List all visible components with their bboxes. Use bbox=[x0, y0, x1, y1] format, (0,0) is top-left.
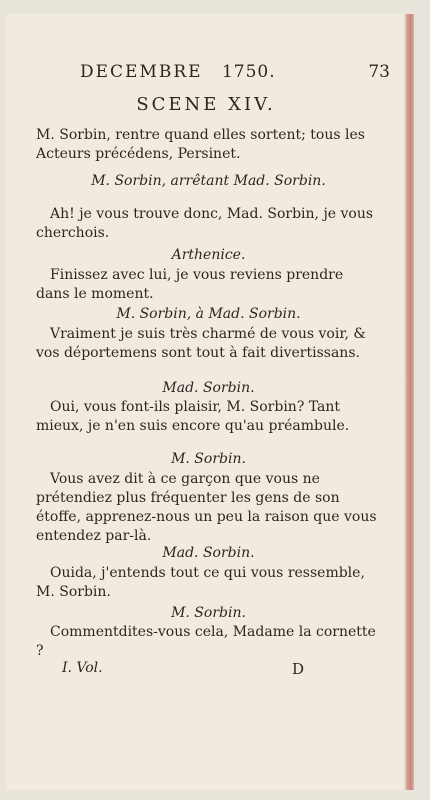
scene-title: SCENE XIV. bbox=[136, 94, 276, 115]
speaker-label: Arthenice. bbox=[171, 247, 246, 263]
speech-text: Ah! je vous trouve donc, Mad. Sorbin, je vous cherchois. bbox=[36, 206, 374, 241]
page-edge bbox=[406, 14, 414, 790]
header-year: 1750. bbox=[221, 62, 276, 82]
speaker-label: Mad. Sorbin. bbox=[162, 545, 255, 561]
speech-text: Commentdites-vous cela, Madame la cornette ? bbox=[36, 624, 376, 659]
speech-text: Oui, vous font-ils plaisir, M. Sorbin? Tant mieux, je n'en suis encore qu'au préambule. bbox=[36, 399, 350, 434]
volume-label: I. Vol. bbox=[62, 660, 103, 676]
header-month: DECEMBRE bbox=[80, 62, 203, 82]
page-number: 73 bbox=[368, 62, 390, 82]
stage-direction: M. Sorbin, rentre quand elles sortent; tous les Acteurs précédens, Persinet. bbox=[36, 127, 365, 162]
speech-text: Ouida, j'entends tout ce qui vous ressemble, M. Sorbin. bbox=[36, 565, 365, 600]
book-page bbox=[6, 14, 406, 790]
speech-text: Vous avez dit à ce garçon que vous ne prétendiez plus fréquenter les gens de son étoffe, apprenez-nous un peu la raison que vous entendez par-là. bbox=[36, 471, 377, 544]
speech-text: Vraiment je suis très charmé de vous voir, & vos déportemens sont tout à fait divertissans. bbox=[36, 326, 366, 361]
page-footer bbox=[62, 660, 322, 676]
speaker-label: M. Sorbin, arrêtant Mad. Sorbin. bbox=[91, 173, 326, 189]
signature-mark: D bbox=[292, 660, 305, 678]
speaker-label: M. Sorbin. bbox=[171, 605, 246, 621]
speaker-label: M. Sorbin. bbox=[171, 451, 246, 467]
speaker-label: M. Sorbin, à Mad. Sorbin. bbox=[116, 306, 301, 322]
speech-text: Finissez avec lui, je vous reviens prendre dans le moment. bbox=[36, 267, 344, 302]
running-header bbox=[80, 62, 400, 82]
speaker-label: Mad. Sorbin. bbox=[162, 380, 255, 396]
